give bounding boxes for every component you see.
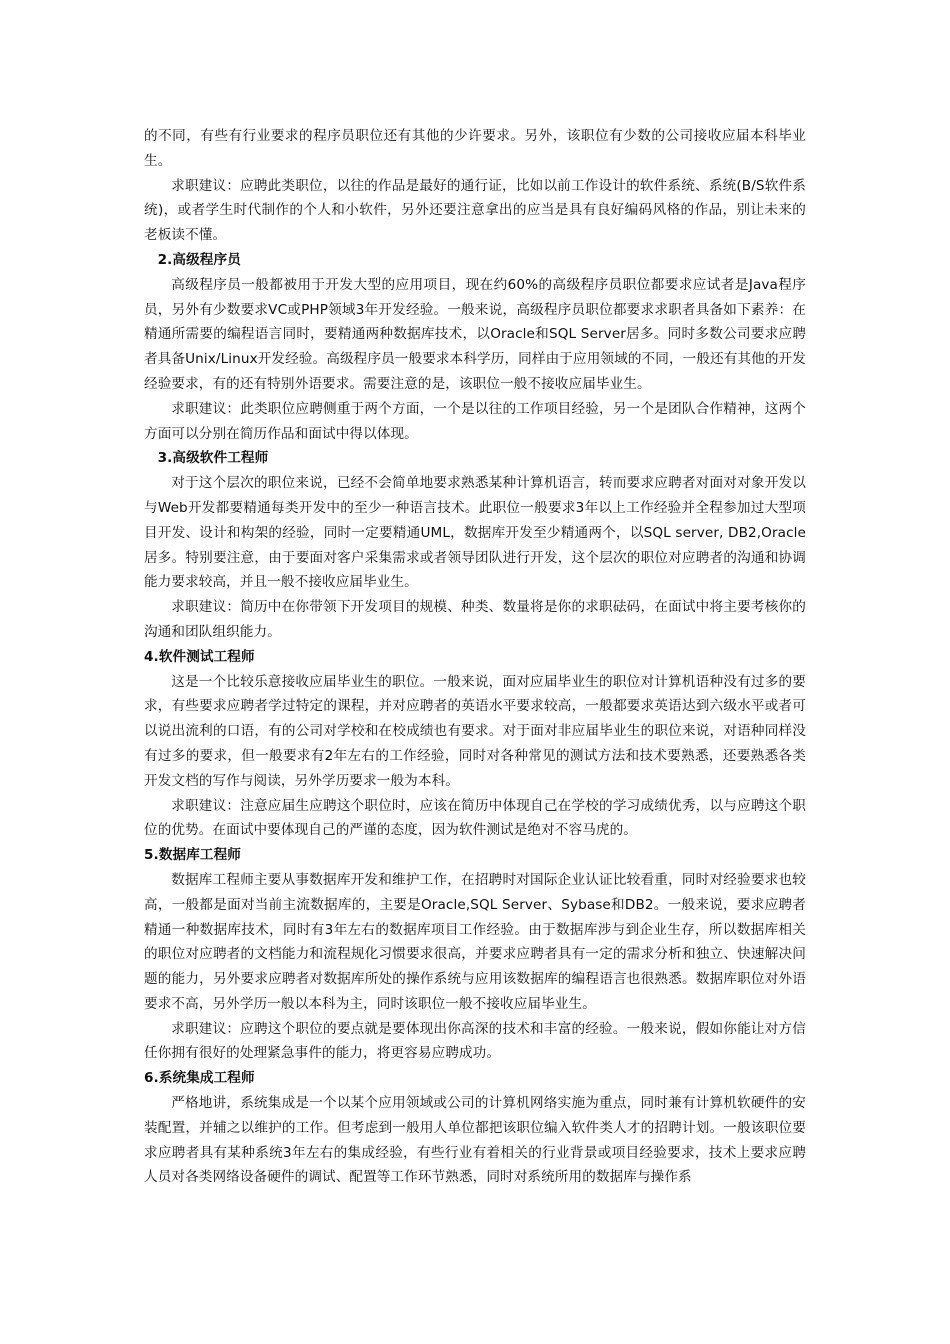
paragraph-test-engineer: 这是一个比较乐意接收应届毕业生的职位。一般来说，面对应届毕业生的职位对计算机语种没有过多的要求，有些要求应聘者学过特定的课程，并对应聘者的英语水平要求较高，一般都要求英语达到六级水平或者可以说出流利的口语，有的公司对学校和在校成绩也有要求。对于面对非应届毕业生的职位来说，对语种同样没有过多的要求，但一般要求有2年左右的工作经验，同时对各种常见的测试方法和技术要熟悉，还要熟悉各类开发文档的写作与阅读，另外学历要求一般为本科。 — [144, 673, 806, 789]
section-heading-senior-software-engineer: 3.高级软件工程师 — [157, 450, 269, 467]
paragraph-job-advice: 求职建议：注意应届生应聘这个职位时，应该在简历中体现自己在学校的学习成绩优秀，以与应聘这个职位的优势。在面试中要体现自己的严谨的态度，因为软件测试是绝对不容马虎的。 — [144, 797, 806, 839]
section-heading-test-engineer: 4.软件测试工程师 — [144, 648, 255, 665]
paragraph-system-integration-engineer: 严格地讲，系统集成是一个以某个应用领域或公司的计算机网络实施为重点，同时兼有计算机软硬件的安装配置，并辅之以维护的工作。但考虑到一般用人单位都把该职位编入软件类人才的招聘计划。一般该职位要求应聘者具有某种系统3年左右的集成经验，有些行业有着相关的行业背景或项目经验要求，技术上要求应聘人员对各类网络设备硬件的调试、配置等工作环节熟悉，同时对系统所用的数据库与操作系 — [144, 1095, 806, 1186]
paragraph-continuation: 的不同，有些有行业要求的程序员职位还有其他的少许要求。另外，该职位有少数的公司接收应届本科毕业生。 — [144, 128, 806, 169]
paragraph-job-advice: 求职建议：简历中在你带领下开发项目的规模、种类、数量将是你的求职砝码，在面试中将主要考核你的沟通和团队组织能力。 — [144, 599, 806, 640]
section-heading-database-engineer: 5.数据库工程师 — [144, 847, 241, 864]
section-heading-senior-programmer: 2.高级程序员 — [157, 251, 241, 268]
paragraph-senior-programmer: 高级程序员一般都被用于开发大型的应用项目，现在约60%的高级程序员职位都要求应试者是Java程序员，另外有少数要求VC或PHP领域3年开发经验。一般来说，高级程序员职位都要求求职者具备如下素养：在精通所需要的编程语言同时，要精通两种数据库技术，以Oracle和SQL Server居多。同时多数公司要求应聘者具备Unix/Linux开发经验。高级程序员一般要求本科学历，同样由于应用领域的不同，一般还有其他的开发经验要求，有的还有特别外语要求。需要注意的是，该职位一般不接收应届毕业生。 — [144, 276, 806, 392]
section-heading-system-integration-engineer: 6.系统集成工程师 — [144, 1070, 255, 1087]
paragraph-senior-software-engineer: 对于这个层次的职位来说，已经不会简单地要求熟悉某种计算机语言，转而要求应聘者对面对对象开发以与Web开发都要精通每类开发中的至少一种语言技术。此职位一般要求3年以上工作经验并全程参加过大型项目开发、设计和构架的经验，同时一定要精通UML，数据库开发至少精通两个，以SQL server, DB2,Oracle居多。特别要注意，由于要面对客户采集需求或者领导团队进行开发，这个层次的职位对应聘者的沟通和协调能力要求较高，并且一般不接收应届毕业生。 — [144, 475, 806, 591]
document-page — [144, 124, 806, 1190]
paragraph-job-advice: 求职建议：应聘这个职位的要点就是要体现出你高深的技术和丰富的经验。一般来说，假如你能让对方信任你拥有很好的处理紧急事件的能力，将更容易应聘成功。 — [144, 1020, 806, 1062]
paragraph-database-engineer: 数据库工程师主要从事数据库开发和维护工作，在招聘时对国际企业认证比较看重，同时对经验要求也较高，一般都是面对当前主流数据库的，主要是Oracle,SQL Server、Sybase和DB2。一般来说，要求应聘者精通一种数据库技术，同时有3年左右的数据库项目工作经验。由于数据库涉与到企业生存，所以数据库相关的职位对应聘者的文档能力和流程规化习惯要求很高，并要求应聘者具有一定的需求分析和独立、快速解决问题的能力，另外要求应聘者对数据库所处的操作系统与应用该数据库的编程语言也很熟悉。数据库职位对外语要求不高，另外学历一般以本科为主，同时该职位一般不接收应届毕业生。 — [144, 871, 806, 1012]
paragraph-job-advice: 求职建议：应聘此类职位，以往的作品是最好的通行证，比如以前工作设计的软件系统、系统(B/S软件系统)，或者学生时代制作的个人和小软件，另外还要注意拿出的应当是具有良好编码风格的作品，别让未来的老板读不懂。 — [144, 177, 806, 244]
paragraph-job-advice: 求职建议：此类职位应聘侧重于两个方面，一个是以往的工作项目经验，另一个是团队合作精神，这两个方面可以分别在简历作品和面试中得以体现。 — [144, 400, 806, 442]
